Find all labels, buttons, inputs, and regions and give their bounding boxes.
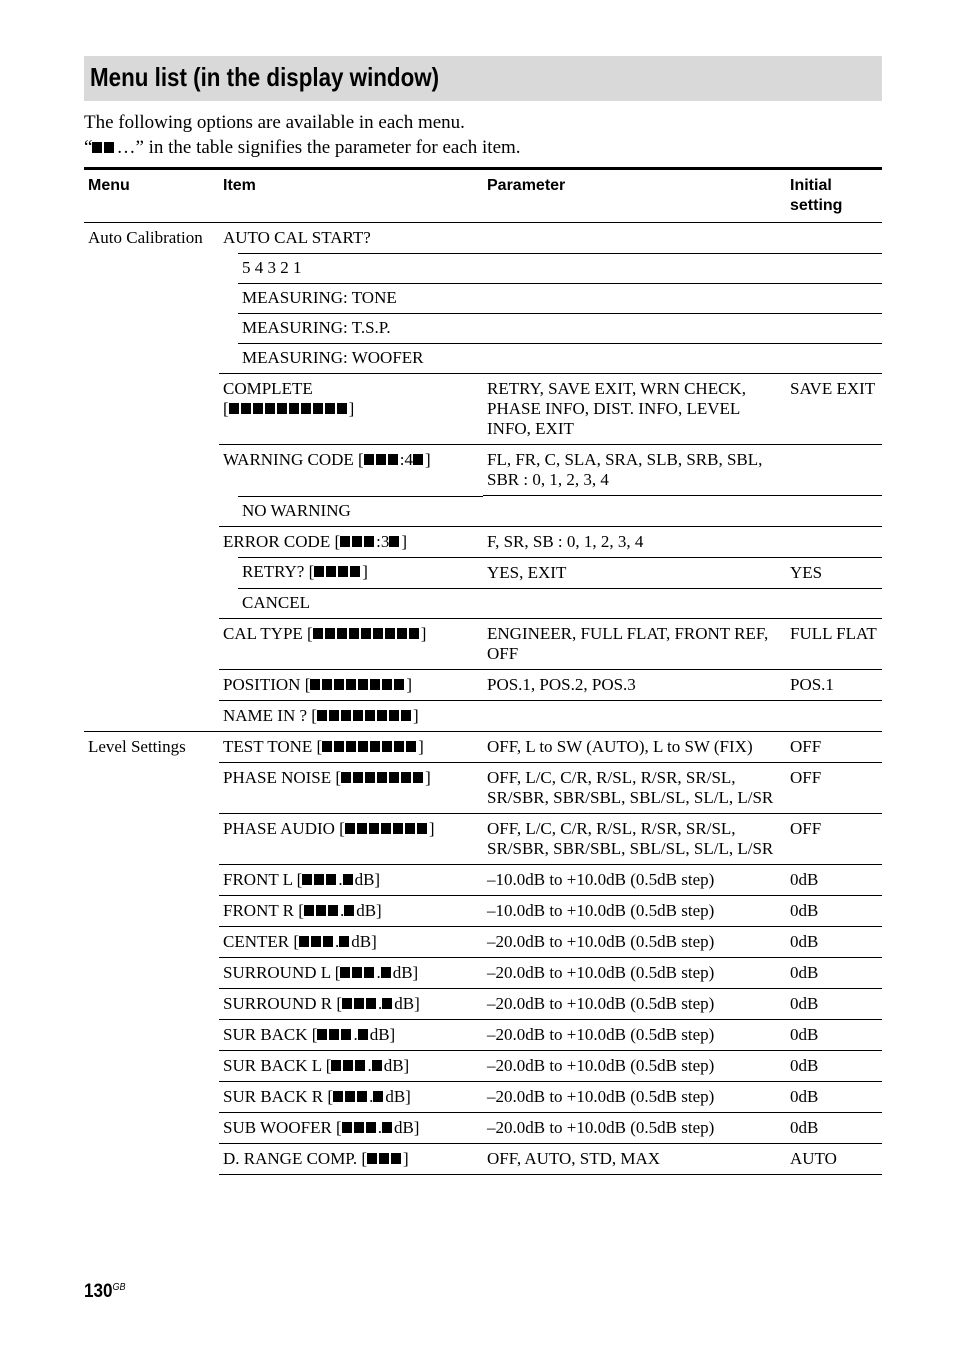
- placeholder-square-icon: [317, 1029, 327, 1040]
- parameter-cell: POS.1, POS.2, POS.3: [483, 670, 786, 701]
- placeholder-square-icon: [253, 403, 263, 414]
- initial-setting-cell: [786, 526, 882, 557]
- initial-setting-cell: 0dB: [786, 1113, 882, 1144]
- initial-setting-cell: [786, 253, 882, 283]
- placeholder-square-icon: [354, 1122, 364, 1133]
- placeholder-square-icon: [338, 566, 348, 577]
- header-initial-setting: Initial setting: [790, 177, 843, 214]
- placeholder-square-icon: [334, 679, 344, 690]
- header-menu: Menu: [88, 177, 130, 194]
- placeholder-square-icon: [333, 1091, 343, 1102]
- placeholder-square-icon: [367, 1153, 377, 1164]
- placeholder-square-icon: [310, 679, 320, 690]
- parameter-cell: [483, 313, 786, 343]
- initial-setting-cell: FULL FLAT: [786, 619, 882, 670]
- placeholder-square-icon: [365, 772, 375, 783]
- placeholder-square-icon: [104, 142, 114, 153]
- placeholder-square-icon: [405, 823, 415, 834]
- placeholder-square-icon: [401, 772, 411, 783]
- placeholder-square-icon: [313, 403, 323, 414]
- placeholder-square-icon: [370, 679, 380, 690]
- parameter-cell: OFF, L to SW (AUTO), L to SW (FIX): [483, 732, 786, 763]
- parameter-cell: YES, EXIT: [483, 557, 786, 588]
- initial-setting-cell: 0dB: [786, 1051, 882, 1082]
- parameter-cell: OFF, AUTO, STD, MAX: [483, 1144, 786, 1175]
- section-title-bar: [84, 56, 882, 101]
- placeholder-square-icon: [385, 628, 395, 639]
- placeholder-square-icon: [322, 679, 332, 690]
- parameter-cell: –20.0dB to +10.0dB (0.5dB step): [483, 1113, 786, 1144]
- placeholder-square-icon: [229, 403, 239, 414]
- placeholder-square-icon: [377, 710, 387, 721]
- parameter-cell: –10.0dB to +10.0dB (0.5dB step): [483, 896, 786, 927]
- parameter-cell: –10.0dB to +10.0dB (0.5dB step): [483, 865, 786, 896]
- placeholder-square-icon: [382, 679, 392, 690]
- item-cell: PHASE AUDIO [ ]: [219, 814, 483, 865]
- initial-setting-cell: 0dB: [786, 958, 882, 989]
- item-cell: MEASURING: TONE: [219, 283, 483, 313]
- initial-setting-cell: 0dB: [786, 865, 882, 896]
- placeholder-square-icon: [364, 454, 374, 465]
- placeholder-square-icon: [341, 772, 351, 783]
- placeholder-square-icon: [358, 741, 368, 752]
- placeholder-square-icon: [301, 403, 311, 414]
- initial-setting-cell: 0dB: [786, 1082, 882, 1113]
- placeholder-square-icon: [382, 1122, 392, 1133]
- parameter-cell: –20.0dB to +10.0dB (0.5dB step): [483, 1082, 786, 1113]
- item-cell: MEASURING: WOOFER: [219, 343, 483, 374]
- placeholder-square-icon: [389, 710, 399, 721]
- initial-setting-cell: [786, 223, 882, 254]
- placeholder-square-icon: [299, 936, 309, 947]
- placeholder-square-icon: [382, 741, 392, 752]
- placeholder-square-icon: [341, 1029, 351, 1040]
- parameter-cell: OFF, L/C, C/R, R/SL, R/SR, SR/SL, SR/SBR, SBR/SBL, SBL/SL, SL/L, L/SR: [483, 763, 786, 814]
- placeholder-square-icon: [304, 905, 314, 916]
- item-cell: AUTO CAL START?: [219, 223, 483, 254]
- item-cell: PHASE NOISE [ ]: [219, 763, 483, 814]
- placeholder-square-icon: [366, 1122, 376, 1133]
- parameter-cell: [483, 343, 786, 374]
- placeholder-square-icon: [345, 823, 355, 834]
- placeholder-square-icon: [358, 679, 368, 690]
- placeholder-square-icon: [344, 905, 354, 916]
- placeholder-square-icon: [92, 142, 102, 153]
- placeholder-square-icon: [394, 679, 404, 690]
- placeholder-square-icon: [365, 710, 375, 721]
- page-number: $130^{GB}$: [84, 1281, 126, 1302]
- placeholder-square-icon: [311, 936, 321, 947]
- placeholder-square-icon: [369, 823, 379, 834]
- placeholder-square-icon: [326, 874, 336, 885]
- placeholder-square-icon: [339, 936, 349, 947]
- placeholder-square-icon: [417, 823, 427, 834]
- initial-setting-cell: 0dB: [786, 1020, 882, 1051]
- item-cell: RETRY? [ ]: [219, 557, 483, 588]
- placeholder-square-icon: [350, 566, 360, 577]
- placeholder-square-icon: [343, 1060, 353, 1071]
- table-row: [84, 732, 882, 763]
- menu-cell: Level Settings: [84, 732, 219, 1175]
- intro-text: [84, 110, 521, 160]
- placeholder-square-icon: [381, 967, 391, 978]
- parameter-cell: [483, 588, 786, 619]
- header-item: Item: [223, 177, 256, 194]
- placeholder-square-icon: [372, 1060, 382, 1071]
- parameter-cell: –20.0dB to +10.0dB (0.5dB step): [483, 958, 786, 989]
- placeholder-square-icon: [357, 1091, 367, 1102]
- item-cell: SURROUND L [ . dB]: [219, 958, 483, 989]
- item-cell: MEASURING: T.S.P.: [219, 313, 483, 343]
- placeholder-square-icon: [382, 998, 392, 1009]
- placeholder-square-icon: [340, 536, 350, 547]
- item-cell: POSITION [ ]: [219, 670, 483, 701]
- placeholder-square-icon: [326, 566, 336, 577]
- placeholder-square-icon: [413, 454, 423, 465]
- placeholder-square-icon: [329, 1029, 339, 1040]
- placeholder-square-icon: [353, 710, 363, 721]
- placeholder-square-icon: [313, 628, 323, 639]
- placeholder-square-icon: [354, 998, 364, 1009]
- parameter-cell: –20.0dB to +10.0dB (0.5dB step): [483, 1020, 786, 1051]
- placeholder-square-icon: [340, 967, 350, 978]
- placeholder-square-icon: [316, 905, 326, 916]
- initial-setting-cell: 0dB: [786, 896, 882, 927]
- menu-table: [84, 167, 882, 1175]
- placeholder-square-icon: [397, 628, 407, 639]
- item-cell: COMPLETE [ ]: [219, 374, 483, 445]
- parameter-cell: FL, FR, C, SLA, SRA, SLB, SRB, SBL, SBR : 0, 1, 2, 3, 4: [483, 445, 786, 496]
- placeholder-square-icon: [302, 874, 312, 885]
- placeholder-square-icon: [337, 628, 347, 639]
- initial-setting-cell: [786, 701, 882, 732]
- item-cell: TEST TONE [ ]: [219, 732, 483, 763]
- placeholder-square-icon: [342, 1122, 352, 1133]
- initial-setting-cell: [786, 283, 882, 313]
- placeholder-square-icon: [346, 679, 356, 690]
- placeholder-square-icon: [401, 710, 411, 721]
- placeholder-square-icon: [289, 403, 299, 414]
- placeholder-square-icon: [381, 823, 391, 834]
- placeholder-square-icon: [361, 628, 371, 639]
- placeholder-square-icon: [391, 1153, 401, 1164]
- placeholder-square-icon: [379, 1153, 389, 1164]
- placeholder-square-icon: [352, 967, 362, 978]
- item-cell: SUR BACK [ . dB]: [219, 1020, 483, 1051]
- parameter-cell: F, SR, SB : 0, 1, 2, 3, 4: [483, 526, 786, 557]
- placeholder-square-icon: [389, 536, 399, 547]
- parameter-cell: –20.0dB to +10.0dB (0.5dB step): [483, 927, 786, 958]
- initial-setting-cell: OFF: [786, 814, 882, 865]
- initial-setting-cell: SAVE EXIT: [786, 374, 882, 445]
- parameter-cell: [483, 223, 786, 254]
- placeholder-square-icon: [377, 772, 387, 783]
- placeholder-square-icon: [409, 628, 419, 639]
- initial-setting-cell: POS.1: [786, 670, 882, 701]
- placeholder-square-icon: [355, 1060, 365, 1071]
- placeholder-square-icon: [364, 967, 374, 978]
- item-cell: WARNING CODE [ :4 ]: [219, 445, 483, 496]
- initial-setting-cell: [786, 445, 882, 496]
- placeholder-square-icon: [388, 454, 398, 465]
- placeholder-square-icon: [314, 566, 324, 577]
- placeholder-square-icon: [314, 874, 324, 885]
- placeholder-square-icon: [265, 403, 275, 414]
- item-cell: FRONT R [ . dB]: [219, 896, 483, 927]
- item-cell: ERROR CODE [ :3 ]: [219, 526, 483, 557]
- table-row: [84, 223, 882, 254]
- intro-line-2: “ …” in the table signifies the parameter for each item.: [84, 137, 521, 158]
- placeholder-square-icon: [393, 823, 403, 834]
- placeholder-square-icon: [331, 1060, 341, 1071]
- parameter-cell: –20.0dB to +10.0dB (0.5dB step): [483, 1051, 786, 1082]
- parameter-cell: [483, 283, 786, 313]
- placeholder-square-icon: [325, 628, 335, 639]
- item-cell: SUR BACK L [ . dB]: [219, 1051, 483, 1082]
- placeholder-square-icon: [353, 772, 363, 783]
- item-cell: SUB WOOFER [ . dB]: [219, 1113, 483, 1144]
- placeholder-square-icon: [349, 628, 359, 639]
- initial-setting-cell: [786, 588, 882, 619]
- placeholder-square-icon: [337, 403, 347, 414]
- placeholder-square-icon: [413, 772, 423, 783]
- section-title: Menu list (in the display window): [90, 62, 440, 92]
- placeholder-square-icon: [317, 710, 327, 721]
- parameter-cell: –20.0dB to +10.0dB (0.5dB step): [483, 989, 786, 1020]
- initial-setting-cell: [786, 343, 882, 374]
- placeholder-square-icon: [373, 1091, 383, 1102]
- initial-setting-cell: YES: [786, 557, 882, 588]
- initial-setting-cell: AUTO: [786, 1144, 882, 1175]
- placeholder-square-icon: [406, 741, 416, 752]
- item-cell: NO WARNING: [219, 496, 483, 527]
- placeholder-square-icon: [322, 741, 332, 752]
- placeholder-square-icon: [334, 741, 344, 752]
- parameter-cell: [483, 496, 786, 527]
- placeholder-square-icon: [328, 905, 338, 916]
- placeholder-square-icon: [345, 1091, 355, 1102]
- initial-setting-cell: [786, 313, 882, 343]
- intro-line-1: The following options are available in each menu.: [84, 112, 465, 133]
- item-cell: CENTER [ . dB]: [219, 927, 483, 958]
- placeholder-square-icon: [346, 741, 356, 752]
- placeholder-square-icon: [370, 741, 380, 752]
- item-cell: 5 4 3 2 1: [219, 253, 483, 283]
- parameter-cell: RETRY, SAVE EXIT, WRN CHECK, PHASE INFO, DIST. INFO, LEVEL INFO, EXIT: [483, 374, 786, 445]
- initial-setting-cell: OFF: [786, 763, 882, 814]
- parameter-cell: [483, 253, 786, 283]
- item-cell: CANCEL: [219, 588, 483, 619]
- item-cell: D. RANGE COMP. [ ]: [219, 1144, 483, 1175]
- parameter-cell: ENGINEER, FULL FLAT, FRONT REF, OFF: [483, 619, 786, 670]
- initial-setting-cell: 0dB: [786, 989, 882, 1020]
- placeholder-square-icon: [358, 1029, 368, 1040]
- placeholder-square-icon: [389, 772, 399, 783]
- initial-setting-cell: [786, 496, 882, 527]
- placeholder-square-icon: [277, 403, 287, 414]
- item-cell: NAME IN ? [ ]: [219, 701, 483, 732]
- header-parameter: Parameter: [487, 177, 566, 194]
- placeholder-square-icon: [364, 536, 374, 547]
- item-cell: SURROUND R [ . dB]: [219, 989, 483, 1020]
- placeholder-square-icon: [323, 936, 333, 947]
- placeholder-square-icon: [325, 403, 335, 414]
- placeholder-square-icon: [373, 628, 383, 639]
- placeholder-square-icon: [352, 536, 362, 547]
- item-cell: FRONT L [ . dB]: [219, 865, 483, 896]
- placeholder-square-icon: [376, 454, 386, 465]
- placeholder-square-icon: [343, 874, 353, 885]
- parameter-cell: [483, 701, 786, 732]
- item-cell: SUR BACK R [ . dB]: [219, 1082, 483, 1113]
- placeholder-square-icon: [342, 998, 352, 1009]
- placeholder-square-icon: [329, 710, 339, 721]
- parameter-cell: OFF, L/C, C/R, R/SL, R/SR, SR/SL, SR/SBR, SBR/SBL, SBL/SL, SL/L, L/SR: [483, 814, 786, 865]
- placeholder-square-icon: [366, 998, 376, 1009]
- item-cell: CAL TYPE [ ]: [219, 619, 483, 670]
- placeholder-square-icon: [394, 741, 404, 752]
- placeholder-square-icon: [357, 823, 367, 834]
- menu-cell: Auto Calibration: [84, 223, 219, 732]
- table-header-row: [84, 169, 882, 223]
- placeholder-square-icon: [241, 403, 251, 414]
- initial-setting-cell: 0dB: [786, 927, 882, 958]
- initial-setting-cell: OFF: [786, 732, 882, 763]
- placeholder-square-icon: [341, 710, 351, 721]
